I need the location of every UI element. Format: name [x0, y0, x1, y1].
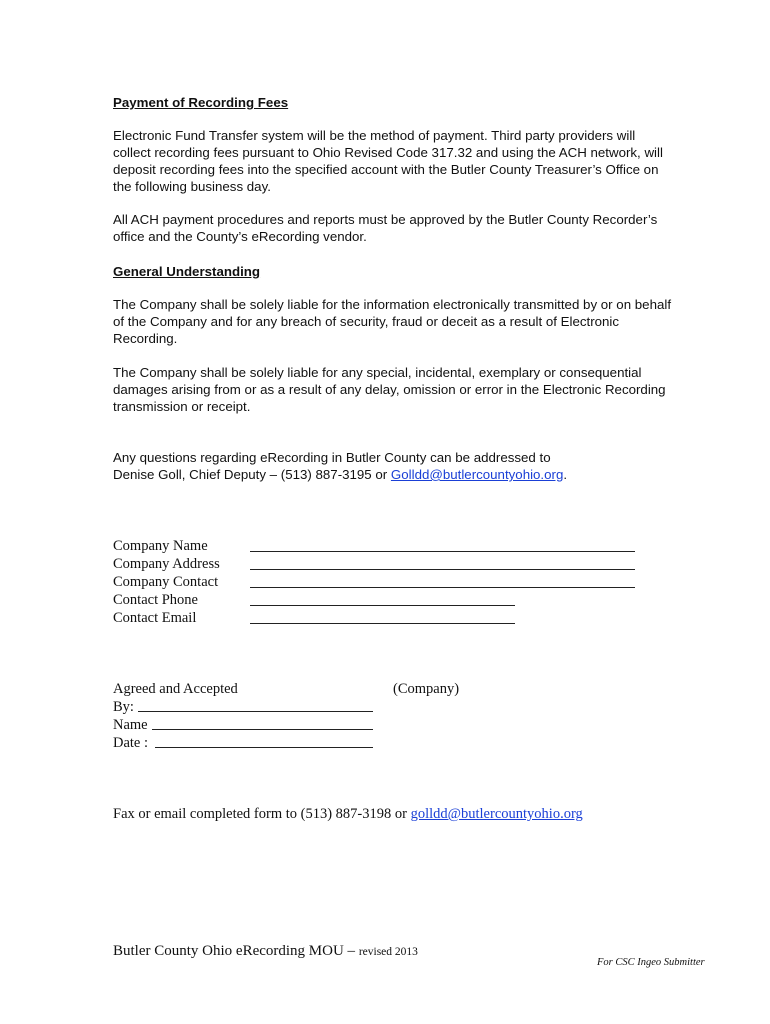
name-label: Name: [113, 717, 148, 733]
fax-email-link[interactable]: golldd@butlercountyohio.org: [410, 806, 583, 822]
general-paragraph-2: The Company shall be solely liable for any special, incidental, exemplary or consequential damages arising from or as a result of any delay, omission or error in the Electronic Recording transmission or receipt.: [113, 365, 666, 414]
footer-submitter: For CSC Ingeo Submitter: [597, 957, 705, 968]
name-signature-field[interactable]: [152, 729, 373, 730]
company-contact-label: Company Contact: [113, 574, 219, 590]
company-signature-label: (Company): [393, 681, 460, 697]
general-paragraph-1: The Company shall be solely liable for the information electronically transmitted by or on behalf of the Company and for any breach of security, fraud or deceit as a result of Electronic Recording.: [113, 297, 672, 346]
contact-email-label: Contact Email: [113, 610, 197, 626]
payment-paragraph-2: All ACH payment procedures and reports must be approved by the Butler County Recorder’s office and the County’s eRecording vendor.: [113, 212, 658, 244]
questions-line-2: [113, 466, 693, 483]
fax-line-text: Fax or email completed form to (513) 887-3198 or: [113, 806, 411, 822]
company-name-label: Company Name: [113, 538, 208, 554]
by-signature-field[interactable]: [138, 711, 373, 712]
payment-paragraph-1: Electronic Fund Transfer system will be the method of payment. Third party providers will collect recording fees pursuant to Ohio Revised Code 317.32 and using the ACH network, will deposit recording fees into the specified account with the Butler County Treasurer’s Office on the following business day.: [113, 128, 663, 194]
contact-email-field[interactable]: [250, 623, 515, 624]
contact-phone-label: Contact Phone: [113, 592, 198, 608]
questions-line-2-text: Denise Goll, Chief Deputy – (513) 887-3195 or: [113, 467, 391, 482]
footer-title-text: Butler County Ohio eRecording MOU –: [113, 943, 359, 959]
company-address-field[interactable]: [250, 569, 635, 570]
contact-phone-field[interactable]: [250, 605, 515, 606]
questions-line-2-suffix: .: [563, 467, 568, 482]
fax-line: [113, 805, 713, 823]
date-label: Date :: [113, 735, 149, 751]
footer-revised: revised 2013: [358, 946, 418, 958]
company-address-label: Company Address: [113, 556, 220, 572]
agreed-accepted-label: Agreed and Accepted: [113, 681, 238, 697]
footer-title: [113, 942, 418, 961]
contact-email-link[interactable]: Golldd@butlercountyohio.org: [390, 467, 564, 482]
payment-heading: Payment of Recording Fees: [113, 95, 289, 110]
company-name-field[interactable]: [250, 551, 635, 552]
company-contact-field[interactable]: [250, 587, 635, 588]
by-label: By:: [113, 699, 134, 715]
date-signature-field[interactable]: [155, 747, 373, 748]
general-heading: General Understanding: [113, 264, 261, 279]
questions-line-1: Any questions regarding eRecording in Butler County can be addressed to: [113, 450, 551, 465]
